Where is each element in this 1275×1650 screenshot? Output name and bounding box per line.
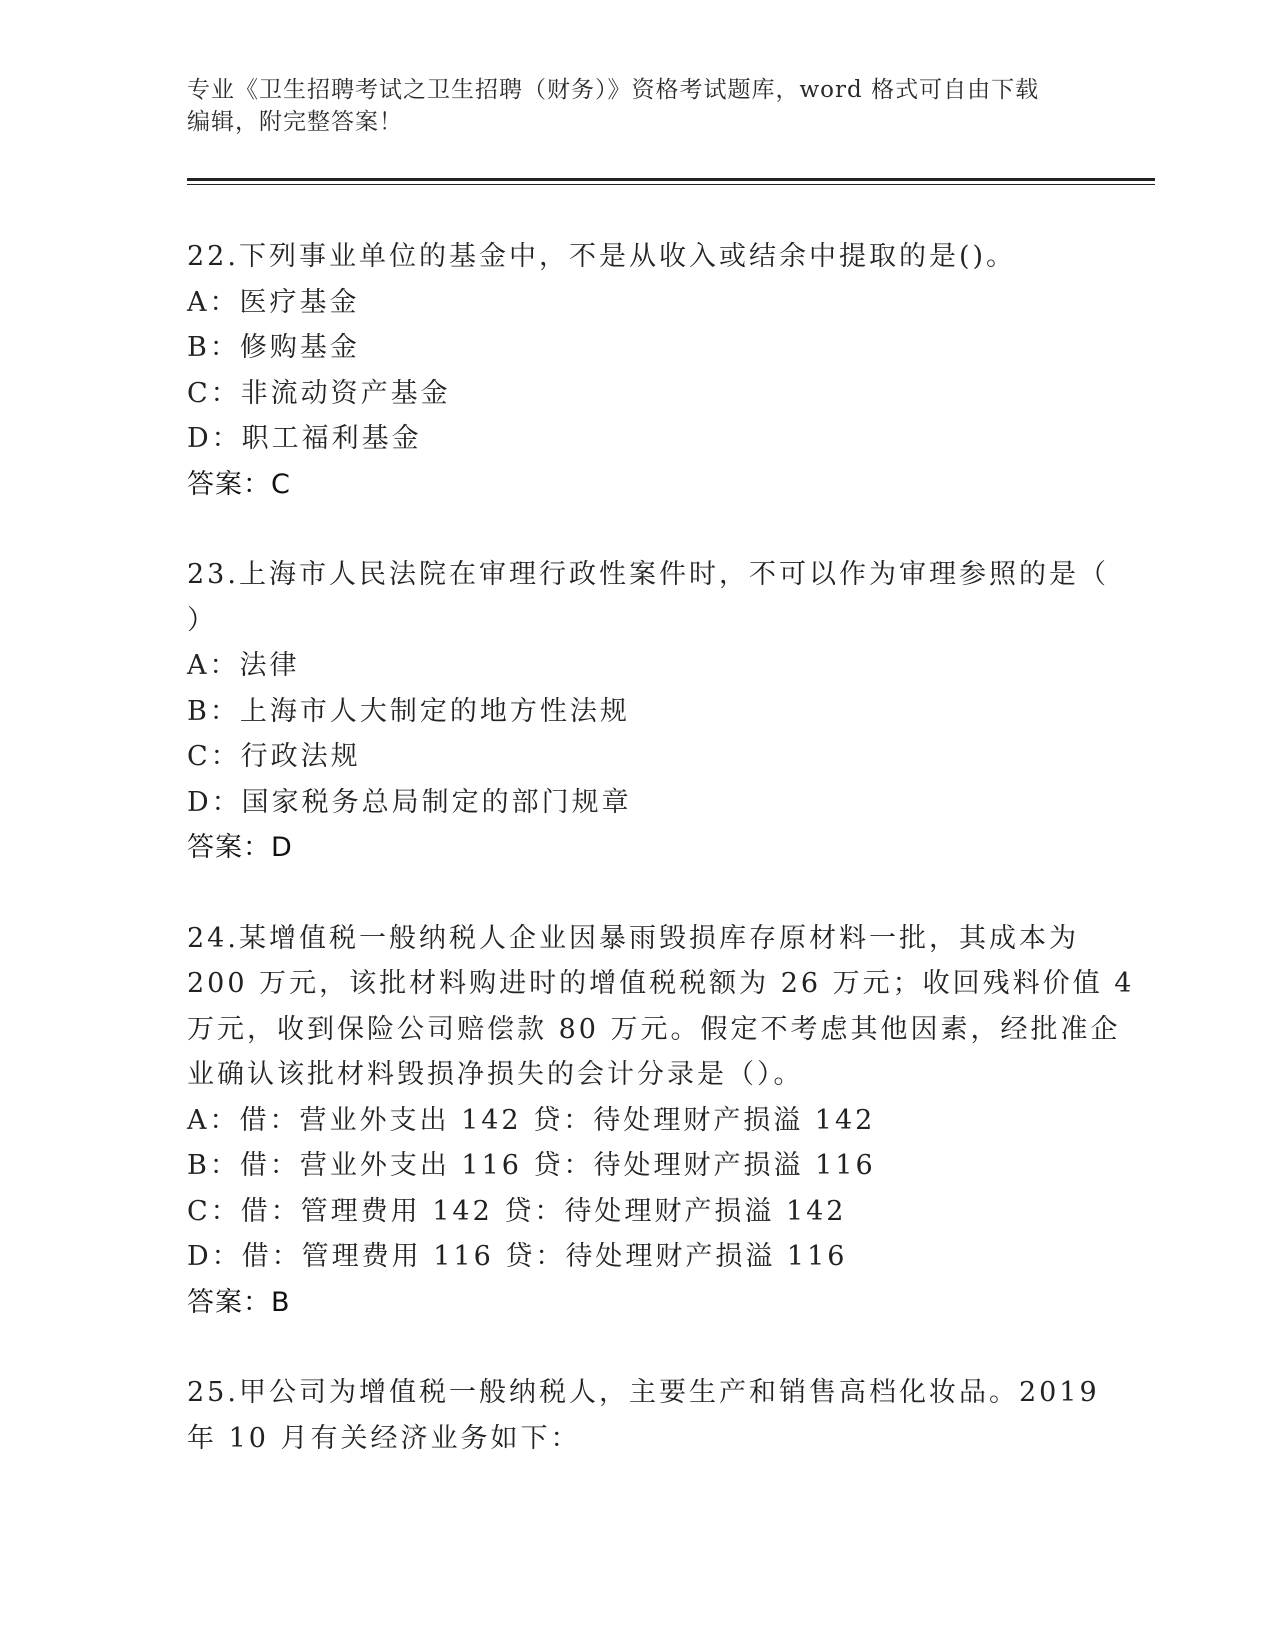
- question-23: [187, 552, 1109, 871]
- question-stem-continued: 200 万元，该批材料购进时的增值税税额为 26 万元；收回残料价值 4: [187, 968, 1135, 999]
- question-22: [187, 234, 1087, 507]
- document-header: [187, 74, 1087, 138]
- question-stem: 22.下列事业单位的基金中，不是从收入或结余中提取的是()。: [187, 241, 1017, 272]
- option-d: D：借：管理费用 116 贷：待处理财产损溢 116: [187, 1241, 848, 1272]
- question-stem-continued: 万元，收到保险公司赔偿款 80 万元。假定不考虑其他因素，经批准企: [187, 1013, 1121, 1045]
- question-stem-continued: ）: [187, 604, 217, 636]
- option-a: A：借：营业外支出 142 贷：待处理财产损溢 142: [187, 1104, 876, 1136]
- answer-label: 答案：D: [187, 832, 293, 863]
- option-d: D：国家税务总局制定的部门规章: [187, 786, 632, 818]
- option-c: C：行政法规: [187, 741, 361, 772]
- option-b: B：借：营业外支出 116 贷：待处理财产损溢 116: [187, 1150, 876, 1181]
- header-line-1: 专业《卫生招聘考试之卫生招聘（财务）》资格考试题库，word 格式可自由下载: [187, 77, 1040, 103]
- option-c: C：借：管理费用 142 贷：待处理财产损溢 142: [187, 1195, 847, 1227]
- question-25: [187, 1370, 1100, 1461]
- option-a: A：法律: [187, 650, 300, 681]
- header-line-2: 编辑，附完整答案！: [187, 109, 403, 135]
- option-a: A：医疗基金: [187, 286, 360, 318]
- question-24: [187, 916, 1135, 1326]
- option-d: D：职工福利基金: [187, 423, 422, 454]
- question-stem-continued: 年 10 月有关经济业务如下：: [187, 1422, 581, 1454]
- question-stem: 25.甲公司为增值税一般纳税人，主要生产和销售高档化妆品。2019: [187, 1377, 1100, 1408]
- question-stem: 24.某增值税一般纳税人企业因暴雨毁损库存原材料一批，其成本为: [187, 922, 1079, 954]
- header-divider-thin: [187, 184, 1155, 185]
- option-b: B：修购基金: [187, 332, 360, 363]
- question-list: [187, 234, 1135, 1506]
- header-divider-thick: [187, 178, 1155, 181]
- answer-label: 答案：C: [187, 468, 291, 500]
- option-c: C：非流动资产基金: [187, 377, 451, 409]
- answer-label: 答案：B: [187, 1286, 291, 1318]
- option-b: B：上海市人大制定的地方性法规: [187, 695, 630, 727]
- question-stem: 23.上海市人民法院在审理行政性案件时，不可以作为审理参照的是（: [187, 559, 1109, 590]
- question-stem-continued: 业确认该批材料毁损净损失的会计分录是（）。: [187, 1059, 804, 1090]
